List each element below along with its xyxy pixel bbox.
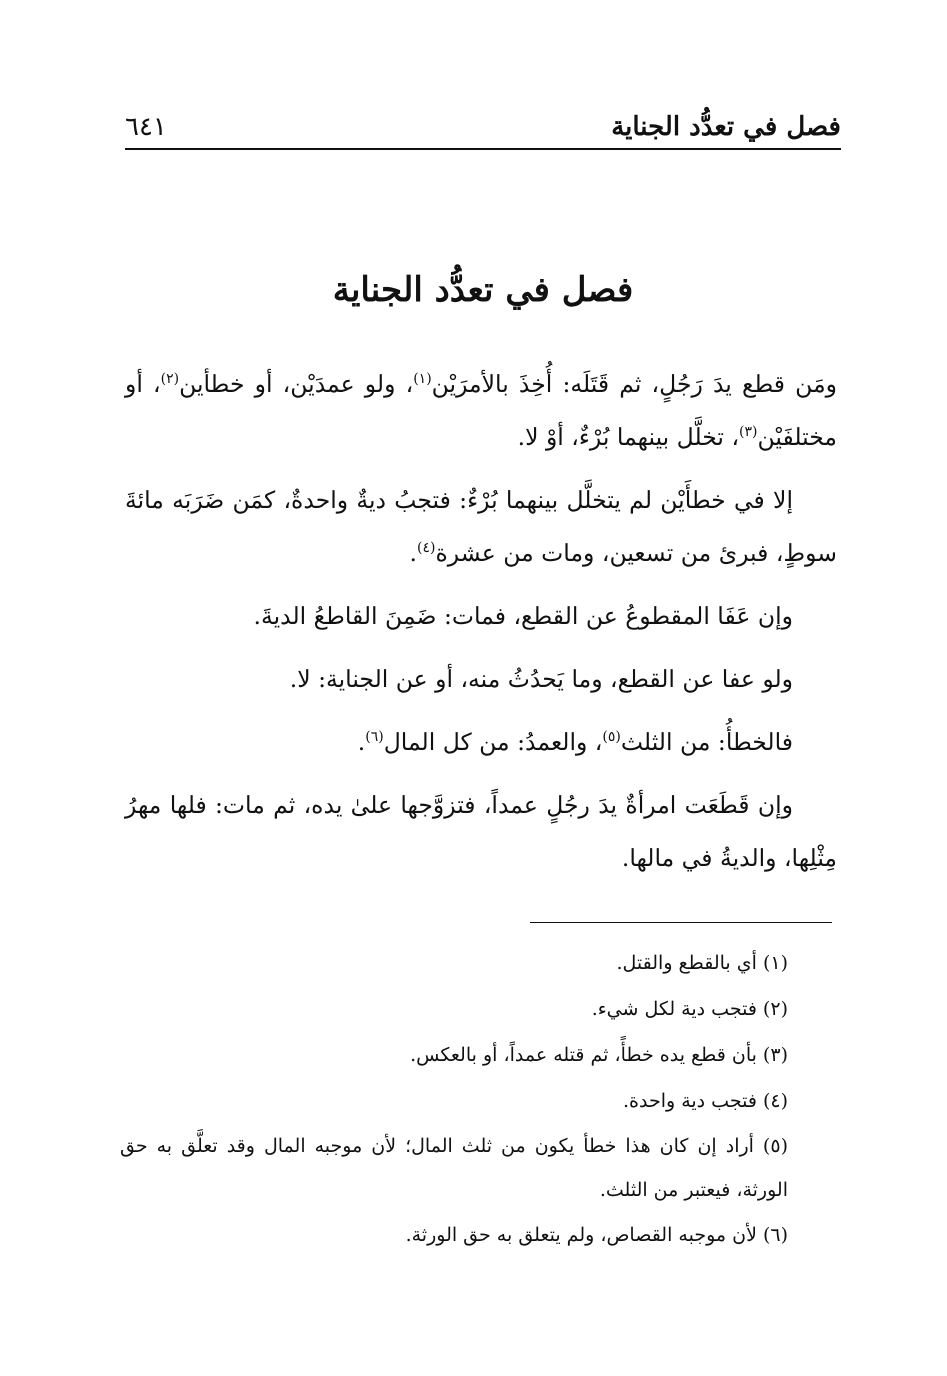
- paragraph-6: [125, 779, 837, 885]
- text-run: .: [357, 728, 366, 756]
- footnote-4: (٤) فتجب دية واحدة.: [622, 1090, 788, 1112]
- paragraph-3: [125, 590, 837, 643]
- text-run: فالخطأُ: من الثلث: [620, 728, 793, 756]
- text-run: إلا في خطأَيْن لم يتخلَّل بينهما بُرْءٌ: فتجبُ ديةٌ واحدةٌ، كمَن ضَرَبَه مائةَ سوطٍ، فبرئ من تسعين، ومات من عشرة: [125, 486, 837, 567]
- running-title: فصل في تعدُّد الجناية: [611, 112, 841, 142]
- text-run: ، أو مختلفَيْن: [125, 370, 837, 451]
- footnote-ref-1: (١): [413, 371, 432, 388]
- main-text: [125, 358, 837, 895]
- footnote-1: (١) أي بالقطع والقتل.: [616, 952, 788, 974]
- running-header: [125, 104, 841, 150]
- text-run: وإن عَفَا المقطوعُ عن القطع، فمات: ضَمِنَ القاطعُ الديةَ.: [253, 602, 793, 630]
- paragraph-1: [125, 358, 837, 464]
- paragraph-4: [125, 653, 837, 706]
- footnote-6: (٦) لأن موجبه القصاص، ولم يتعلق به حق الورثة.: [405, 1224, 788, 1246]
- text-run: وإن قَطَعَت امرأةٌ يدَ رجُلٍ عمداً، فتزوَّجها علىٰ يده، ثم مات: فلها مهرُ مِثْلِها، والديةُ في مالها.: [125, 791, 837, 872]
- footnote-3: (٣) بأن قطع يده خطأً، ثم قتله عمداً، أو بالعكس.: [410, 1044, 788, 1066]
- chapter-title: فصل في تعدُّد الجناية: [332, 270, 634, 310]
- footnote-ref-6: (٦): [365, 729, 384, 746]
- page-number: ٦٤١: [125, 112, 167, 142]
- footnote-ref-2: (٢): [160, 371, 180, 388]
- paragraph-2: [125, 474, 837, 580]
- footnote-divider: [530, 922, 832, 923]
- text-run: .: [409, 539, 418, 567]
- footnote-2: (٢) فتجب دية لكل شيء.: [591, 998, 788, 1020]
- footnotes: [120, 940, 834, 1258]
- text-run: ، ولو عمدَيْن، أو خطأين: [179, 370, 414, 398]
- footnote-5: (٥) أراد إن كان هذا خطأ يكون من ثلث المال؛ لأن موجبه المال وقد تعلَّق به حق الورثة، فيعتبر من الثلث.: [120, 1135, 788, 1201]
- footnote-ref-5: (٥): [602, 729, 621, 746]
- text-run: ولو عفا عن القطع، وما يَحدُثُ منه، أو عن الجناية: لا.: [289, 665, 793, 693]
- text-run: ومَن قطع يدَ رَجُلٍ، ثم قَتَلَه: أُخِذَ بالأمرَيْن: [431, 370, 838, 398]
- footnote-ref-3: (٣): [739, 424, 758, 441]
- text-run: ، والعمدُ: من كل المال: [383, 728, 603, 756]
- footnote-ref-4: (٤): [417, 540, 436, 557]
- paragraph-5: [125, 716, 837, 769]
- text-run: ، تخلَّل بينهما بُرْءٌ، أوْ لا.: [517, 423, 740, 451]
